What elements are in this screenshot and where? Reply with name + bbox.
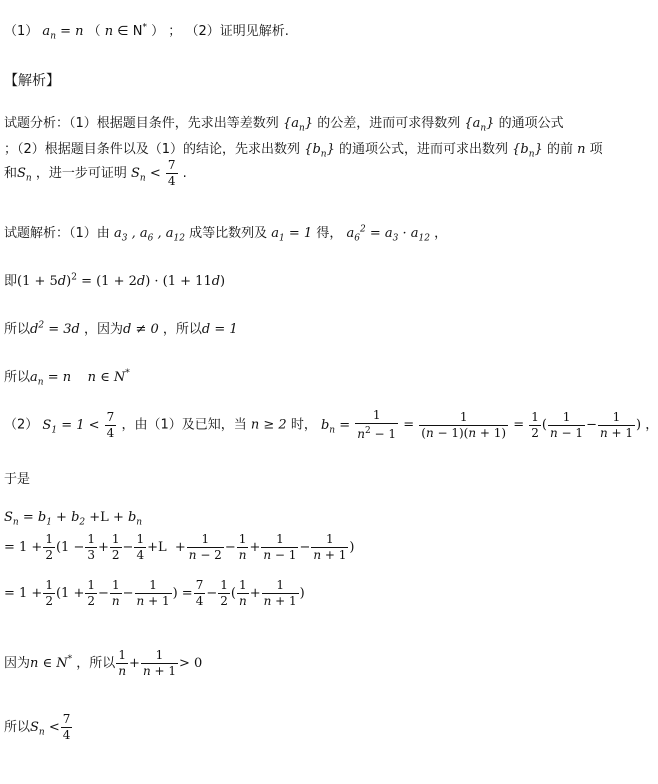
a1-equals-1: $a_1 = 1$ <box>271 226 313 244</box>
solution-p2c: 时， <box>290 417 317 433</box>
solution-suoyi2: ，所以 <box>162 322 202 337</box>
terms-a3-a6-a12: $a_3$ , $a_6$ , $a_{12}$ <box>113 226 185 244</box>
geometric-relation: $a_6^2 = a_3 \cdot a_{12}$ <box>346 224 430 244</box>
solution-suoyi1: 所以 <box>4 322 31 337</box>
bn-formula: $b_n$ = <box>320 417 351 436</box>
answer-part1-label: （1） <box>4 24 39 39</box>
final-inequality: $S_n$ < <box>30 720 60 738</box>
solution-label: 试题解析： <box>4 226 70 241</box>
solution-line-5: （2） $S_1 = 1$ < $\frac{7}{4}$ ，由（1）及已知，当 n ≥ 2 时， $b_n$ = $\frac{1}{n^2 - 1}$ = $\frac{1}{(n - 1)(n + 1)}$ = $\frac{1}{2}$ ( $\frac{1}{n - 1}$ − $\frac{1}{n + 1}$ ) ， <box>4 408 658 441</box>
fraction-7-4-final: $\frac{7}{4}$ <box>62 712 71 742</box>
answer-formula: $a_n = n$ <box>42 24 84 42</box>
solution-suoyi5: 所以 <box>4 720 31 735</box>
equation-expand: $(1 + 5d)^2 = (1 + 2d) \cdot (1 + 11d)$ <box>17 272 226 289</box>
answer-part2: （2）证明见解析. <box>185 24 289 39</box>
analysis-text-3: 的通项公式 <box>498 116 564 131</box>
sum-line-2: = 1 + $\frac{1}{2}$ (1 − $\frac{1}{3}$ + $\frac{1}{2}$ − $\frac{1}{4}$ +L + $\frac{1}{n - 2}$ − $\frac{1}{n}$ + $\frac{1}{n - 1}$ − $\frac{1}{n + 1}$ ) <box>4 532 355 562</box>
sum-line-1: $S_n = b_1 + b_2 +L + b_n$ <box>4 510 143 528</box>
fraction-7-4: $\frac{7}{4}$ <box>167 158 176 188</box>
analysis-line-1 <box>4 112 564 134</box>
solution-yinwei: ，因为 <box>83 322 123 337</box>
seq-bn-2: $\{b_n\}$ <box>512 142 543 160</box>
solution-p2a: （2） <box>4 417 39 433</box>
answer-separator: ； <box>168 24 182 39</box>
analysis-text-2: 的公差，进而可求得数列 <box>317 116 461 131</box>
solution-s4: ， <box>434 226 448 241</box>
n-in-N: n ∈ N* <box>30 654 73 671</box>
d-equals-1: d = 1 <box>201 322 238 337</box>
solution-ji: 即 <box>4 274 18 289</box>
analysis-text-5: 的通项公式，进而可求出数列 <box>339 142 509 157</box>
analysis-label: 试题分析： <box>4 116 70 131</box>
result-an: $a_n = n$ n ∈ N* <box>30 368 130 388</box>
solution-suoyi4: ，所以 <box>76 656 116 671</box>
equation-d2: $d^2 = 3d$ <box>30 320 80 337</box>
solution-yinwei2: 因为 <box>4 656 31 671</box>
analysis-text-10: . <box>182 166 187 181</box>
seq-bn: $\{b_n\}$ <box>304 142 335 160</box>
solution-s1: （1）由 <box>69 226 110 241</box>
analysis-text-1: （1）根据题目条件，先求出等差数列 <box>69 116 279 131</box>
solution-s3: 得， <box>316 226 343 241</box>
sum-sn: $S_n$ <box>17 166 32 184</box>
solution-line-3 <box>4 318 238 337</box>
analysis-text-8: 和 <box>4 166 18 181</box>
solution-s2: 成等比数列及 <box>189 226 268 241</box>
solution-p2b: ，由（1）及已知，当 <box>121 417 247 433</box>
n-ge-2: n ≥ 2 <box>250 417 287 433</box>
solution-yushi: 于是 <box>4 472 31 487</box>
sum-line-3: = 1 + $\frac{1}{2}$ (1 + $\frac{1}{2}$ − $\frac{1}{n}$ − $\frac{1}{n + 1}$ ) = $\frac{7}{4}$ − $\frac{1}{2}$ ( $\frac{1}{n}$ + $\frac{1}{n + 1}$ ) <box>4 578 305 608</box>
s1-inequality: $S_1 = 1$ < <box>42 417 100 436</box>
fraction-7-4-b: $\frac{7}{4}$ <box>106 409 115 440</box>
seq-an: $\{a_n\}$ <box>282 116 314 134</box>
analysis-line-3 <box>4 158 187 189</box>
solution-line-1 <box>4 222 447 244</box>
solution-conclusion <box>4 712 73 743</box>
solution-line-2 <box>4 270 225 289</box>
solution-line-4 <box>4 366 130 388</box>
fraction-1-over-n+1: $\frac{1}{n + 1}$ <box>599 409 634 440</box>
fraction-half: $\frac{1}{2}$ <box>531 409 539 440</box>
seq-an-2: $\{a_n\}$ <box>464 116 495 134</box>
analysis-text-9: ，进一步可证明 <box>35 166 127 181</box>
fraction-1-over-n2-1: $\frac{1}{n^2 - 1}$ <box>357 408 397 441</box>
fraction-1-over-product: $\frac{1}{(n - 1)(n + 1)}$ <box>421 409 507 440</box>
analysis-heading: 【解析】 <box>4 73 60 89</box>
analysis-line-2 <box>4 138 603 160</box>
analysis-text-7: 项 <box>589 142 603 157</box>
analysis-text-4: ；（2）根据题目条件以及（1）的结论，先求出数列 <box>4 142 301 157</box>
solution-line-positive: 因为n ∈ N* ，所以 $\frac{1}{n}$ + $\frac{1}{n + 1}$ > 0 <box>4 648 203 678</box>
inequality-sn: $S_n$ < <box>131 166 161 184</box>
answer-condition: （ n ∈ N* ） <box>87 22 165 39</box>
fraction-1-over-n-1: $\frac{1}{n - 1}$ <box>550 409 584 440</box>
answer-line <box>4 20 289 42</box>
d-nonzero: d ≠ 0 <box>122 322 159 337</box>
solution-suoyi3: 所以 <box>4 370 31 385</box>
analysis-text-6: 的前 <box>546 142 573 157</box>
var-n: n <box>577 142 586 157</box>
